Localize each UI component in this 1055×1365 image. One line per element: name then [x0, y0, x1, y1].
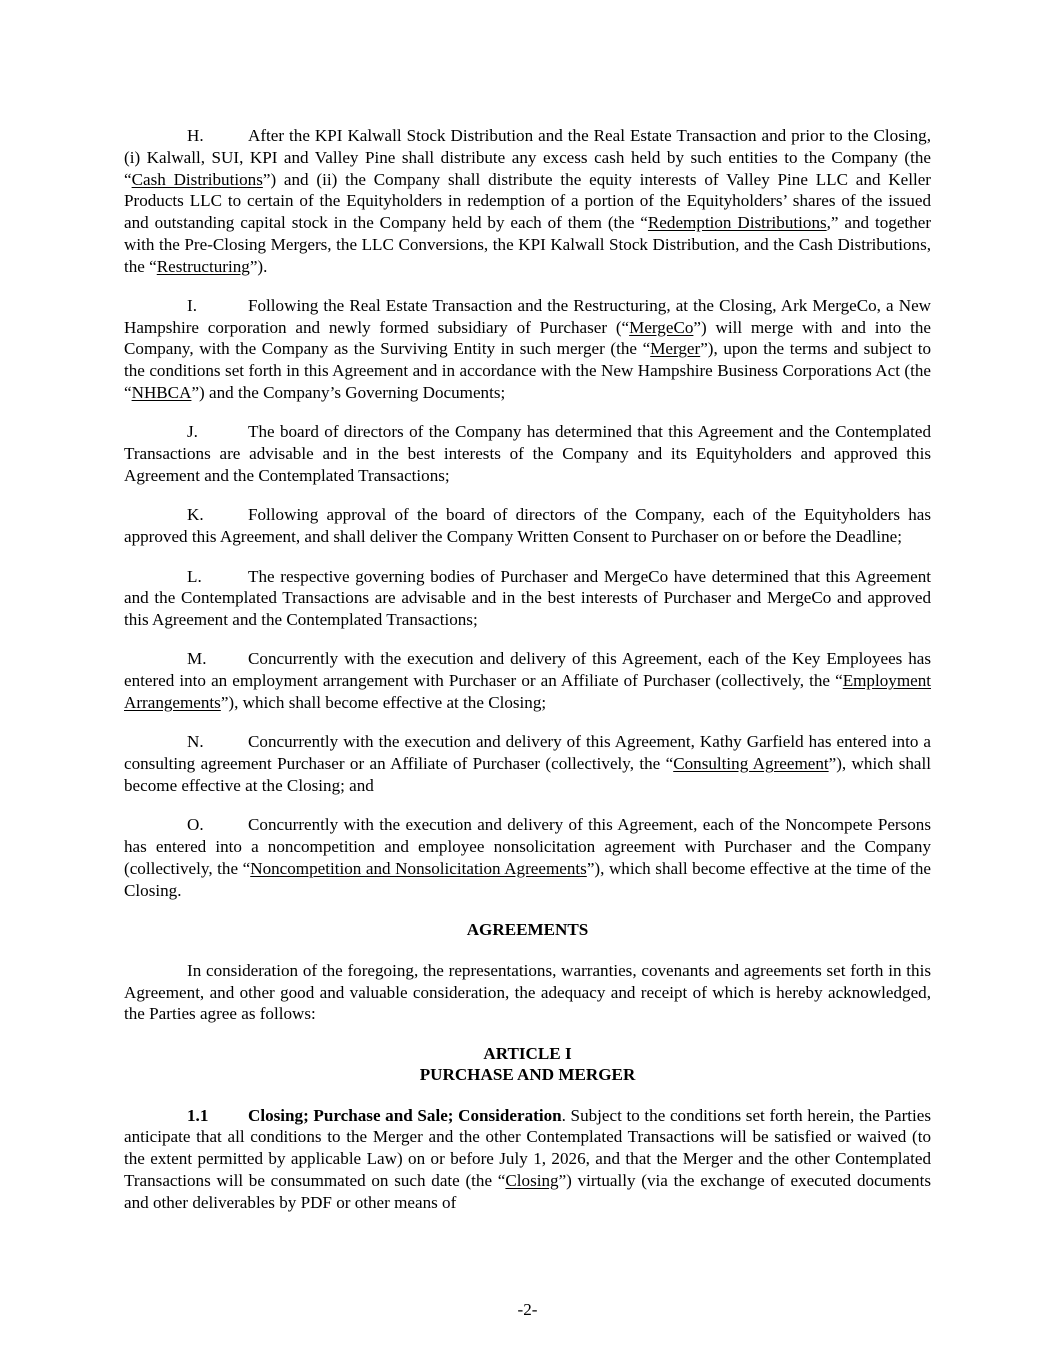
recital-text: After the KPI Kalwall Stock Distribution and the Real Estate Transaction and prior to the Closing, (i) Kalwall, SUI, KPI and Valley Pine shall distribute any excess cash held by such entities to the Company (the “: [124, 126, 931, 189]
defined-term: Cash Distributions: [131, 169, 263, 189]
recital-letter: O.: [187, 815, 204, 835]
defined-term: Restructuring: [156, 256, 250, 276]
recital-letter: N.: [187, 732, 204, 752]
recital-text: ”), which shall become effective at the Closing; and: [124, 754, 931, 795]
recital-text: ,” and together with the Pre-Closing Mergers, the LLC Conversions, the KPI Kalwall Stock Distribution, and the Cash Distributions, the “: [124, 213, 932, 276]
recital-text: Concurrently with the execution and delivery of this Agreement, Kathy Garfield has entered into a consulting agreement Purchaser or an Affiliate of Purchaser (collectively, the “: [124, 732, 931, 774]
document-page-body: [124, 125, 931, 1231]
agreements-intro: In consideration of the foregoing, the representations, warranties, covenants and agreements set forth in this Agreement, and other good and valuable consideration, the adequacy and receipt of which is hereby acknowledged, the Parties agree as follows:: [124, 960, 931, 1024]
recital-text: Concurrently with the execution and delivery of this Agreement, each of the Key Employees has entered into an employment arrangement with Purchaser or an Affiliate of Purchaser (collectively, the “: [124, 649, 931, 691]
recital-j: [124, 421, 931, 486]
article-heading: [124, 1043, 931, 1086]
recital-text: ”) and the Company’s Governing Documents;: [191, 382, 506, 402]
recital-letter: M.: [187, 649, 207, 669]
defined-term: Merger: [650, 339, 701, 359]
recital-o: [124, 814, 931, 901]
recital-letter: I.: [187, 295, 197, 315]
recital-text: ”).: [249, 256, 268, 276]
article-title: PURCHASE AND MERGER: [419, 1065, 636, 1085]
section-number: 1.1: [187, 1105, 209, 1125]
recital-letter: K.: [187, 505, 204, 525]
section-1-1: [124, 1105, 931, 1214]
recital-text: ”) will merge with and into the Company, with the Company as the Surviving Entity in such merger (the “: [124, 317, 931, 359]
recital-text: ”), which shall become effective at the Closing;: [220, 692, 547, 712]
section-text: . Subject to the conditions set forth herein, the Parties anticipate that all conditions to the Merger and the other Contemplated Transactions will be satisfied or waived (to the extent permitted by applicable Law) on or before July 1, 2026, and that the Merger and the other Contemplated Transactions will be consummated on such date (the “: [124, 1105, 931, 1190]
recital-letter: J.: [187, 422, 198, 442]
recital-i: [124, 295, 931, 404]
defined-term: Consulting Agreement: [673, 754, 829, 774]
defined-term: Closing: [505, 1170, 559, 1190]
recital-n: [124, 731, 931, 796]
recital-text: The board of directors of the Company has determined that this Agreement and the Contemplated Transactions are advisable and in the best interests of the Company and its Equityholders and approved this Agreement and the Contemplated Transactions;: [124, 422, 931, 485]
recital-text: Concurrently with the execution and delivery of this Agreement, each of the Noncompete Persons has entered into a noncompetition and employee nonsolicitation agreement with Purchaser and the Company (collectively, the “: [124, 815, 931, 878]
section-title: Closing; Purchase and Sale; Consideration: [248, 1105, 562, 1125]
section-text: ”) virtually (via the exchange of executed documents and other deliverables by PDF or other means of: [124, 1170, 932, 1212]
agreements-heading: AGREEMENTS: [466, 920, 589, 939]
defined-term: MergeCo: [629, 317, 694, 337]
defined-term: Employment Arrangements: [124, 671, 931, 712]
page-number: -2-: [517, 1300, 538, 1319]
recital-text: ”) and (ii) the Company shall distribute the equity interests of Valley Pine LLC and Keller Products LLC to certain of the Equityholders in redemption of a portion of the Equityholders’ shares of the issued and outstanding capital stock in the Company held by each of them (the “: [124, 169, 931, 232]
recitals: [124, 125, 931, 901]
recital-letter: H.: [187, 126, 204, 145]
article-number: ARTICLE I: [483, 1043, 572, 1063]
recital-text: ”), which shall become effective at the time of the Closing.: [124, 858, 932, 900]
recital-m: [124, 648, 931, 713]
recital-k: [124, 504, 931, 548]
recital-h: [124, 125, 931, 277]
defined-term: Noncompetition and Nonsolicitation Agreements: [250, 858, 587, 878]
recital-text: ”), upon the terms and subject to the conditions set forth in this Agreement and in accordance with the New Hampshire Business Corporations Act (the “: [124, 339, 931, 402]
defined-term: Redemption Distributions: [647, 213, 827, 232]
defined-term: NHBCA: [131, 382, 192, 402]
recital-l: [124, 566, 931, 631]
recital-text: Following the Real Estate Transaction and the Restructuring, at the Closing, Ark MergeCo, a New Hampshire corporation and newly formed subsidiary of Purchaser (“: [124, 295, 931, 337]
recital-text: Following approval of the board of directors of the Company, each of the Equityholders has approved this Agreement, and shall deliver the Company Written Consent to Purchaser on or before the Deadline;: [124, 505, 931, 547]
recital-text: The respective governing bodies of Purchaser and MergeCo have determined that this Agreement and the Contemplated Transactions are advisable and in the best interests of Purchaser and MergeCo and approved this Agreement and the Contemplated Transactions;: [124, 566, 931, 629]
recital-letter: L.: [187, 566, 202, 586]
